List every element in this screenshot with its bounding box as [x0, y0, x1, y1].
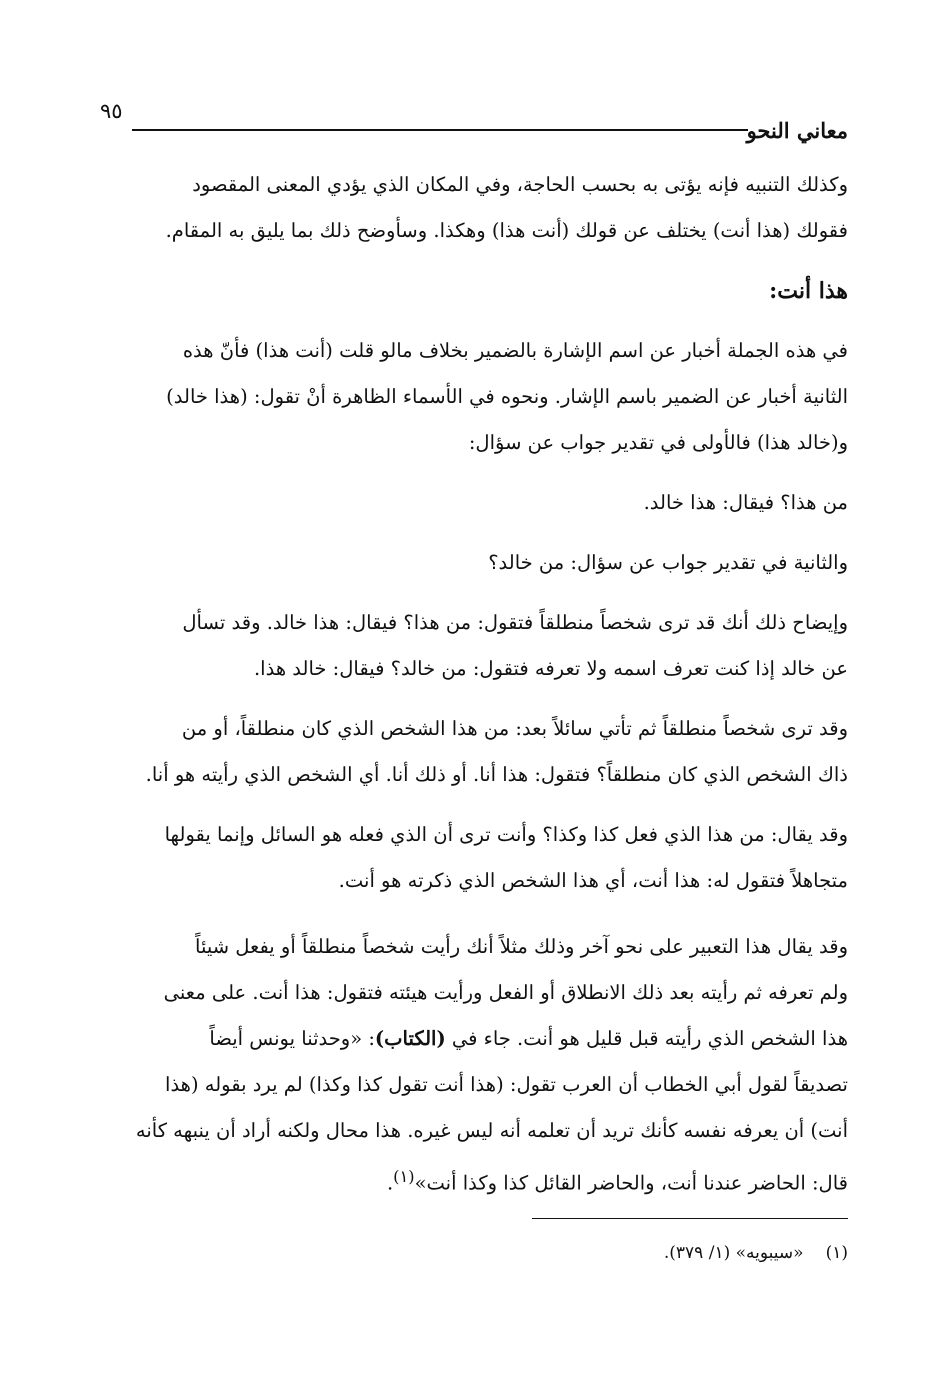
section-heading: هذا أنت:	[769, 278, 848, 304]
text-line: وإيضاح ذلك أنك قد ترى شخصاً منطلقاً فتقول: من هذا؟ فيقال: هذا خالد. وقد تسأل	[182, 611, 848, 634]
paragraph-gap	[82, 526, 848, 540]
text-line: الثانية أخبار عن الضمير باسم الإشار. ونحوه في الأسماء الظاهرة أنْ تقول: (هذا خالد)	[166, 385, 848, 408]
paragraph-gap	[82, 314, 848, 328]
text-line: وقد يقال: من هذا الذي فعل كذا وكذا؟ وأنت ترى أن الذي فعله هو السائل وإنما يقولها	[164, 823, 848, 846]
footnote	[664, 1238, 848, 1268]
text-line: من هذا؟ فيقال: هذا خالد.	[643, 491, 848, 514]
paragraph-gap	[82, 692, 848, 706]
footnote-reference: (١)	[393, 1167, 415, 1186]
text-run: .	[386, 1171, 394, 1195]
text-line: تصديقاً لقول أبي الخطاب أن العرب تقول: (هذا أنت تقول كذا وكذا) لم يرد بقوله (هذا	[165, 1073, 848, 1096]
text-line: عن خالد إذا كنت تعرف اسمه ولا تعرفه فتقول: من خالد؟ فيقال: خالد هذا.	[253, 657, 848, 680]
body-text	[82, 162, 848, 1200]
running-title: معاني النحو	[746, 118, 848, 143]
text-line: في هذه الجملة أخبار عن اسم الإشارة بالضمير بخلاف مالو قلت (أنت هذا) فأنّ هذه	[182, 339, 848, 362]
paragraph-gap	[82, 798, 848, 812]
text-line: وقد ترى شخصاً منطلقاً ثم تأتي سائلاً بعد: من هذا الشخص الذي كان منطلقاً، أو من	[181, 717, 848, 740]
text-run: : «وحدثنا يونس أيضاً	[209, 1027, 375, 1050]
paragraph-gap	[82, 586, 848, 600]
footnote-number: (١)	[825, 1243, 848, 1263]
text-line	[82, 1016, 848, 1062]
header-rule	[132, 129, 748, 131]
text-line: ولم تعرفه ثم رأيته بعد ذلك الانطلاق أو الفعل ورأيت هيئته فتقول: هذا أنت. على معنى	[163, 981, 848, 1004]
book-title: (الكتاب)	[374, 1027, 446, 1050]
page-number: ٩٥	[100, 99, 123, 123]
text-line: متجاهلاً فتقول له: هذا أنت، أي هذا الشخص الذي ذكرته هو أنت.	[338, 869, 848, 892]
text-line: أنت) أن يعرفه نفسه كأنك تريد أن تعلمه أنه ليس غيره. هذا محال ولكنه أراد أن ينبهه كأنه	[135, 1119, 848, 1142]
text-line: وكذلك التنبيه فإنه يؤتى به بحسب الحاجة، وفي المكان الذي يؤدي المعنى المقصود	[192, 173, 848, 196]
paragraph-gap	[82, 904, 848, 924]
footnote-text: «سيبويه» (١/ ٣٧٩).	[663, 1243, 804, 1263]
paragraph-gap	[82, 254, 848, 268]
text-run: قال: الحاضر عندنا أنت، والحاضر القائل كذا وكذا أنت»	[414, 1171, 848, 1195]
text-line: والثانية في تقدير جواب عن سؤال: من خالد؟	[488, 551, 848, 574]
text-line: ذاك الشخص الذي كان منطلقاً؟ فتقول: هذا أنا. أو ذلك أنا. أي الشخص الذي رأيته هو أنا.	[145, 763, 848, 786]
text-line: وقد يقال هذا التعبير على نحو آخر وذلك مثلاً أنك رأيت شخصاً منطلقاً أو يفعل شيئاً	[195, 935, 848, 958]
text-run: هذا الشخص الذي رأيته قبل قليل هو أنت. جاء في	[445, 1027, 848, 1050]
text-line	[82, 1154, 848, 1200]
text-line: و(خالد هذا) فالأولى في تقدير جواب عن سؤال:	[468, 431, 848, 454]
text-line: فقولك (هذا أنت) يختلف عن قولك (أنت هذا) وهكذا. وسأوضح ذلك بما يليق به المقام.	[165, 219, 848, 242]
footnote-rule	[532, 1218, 848, 1219]
paragraph-gap	[82, 466, 848, 480]
